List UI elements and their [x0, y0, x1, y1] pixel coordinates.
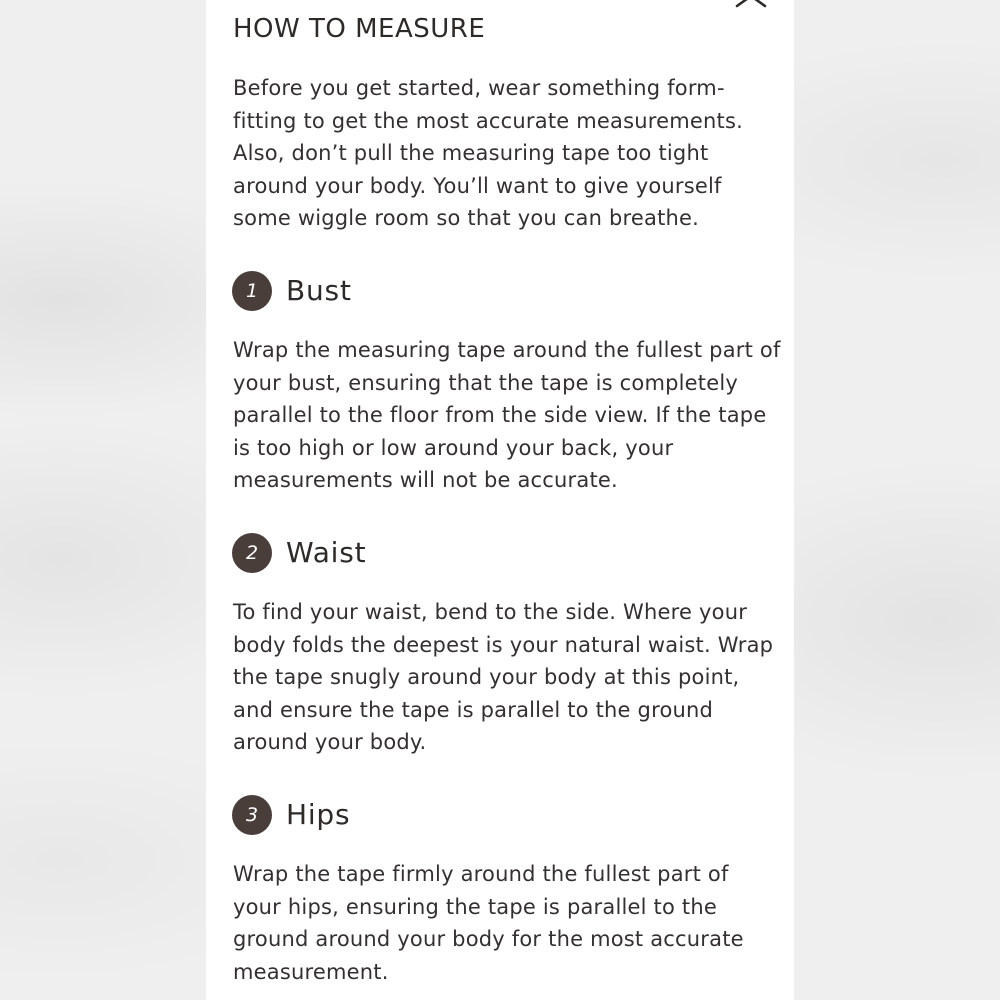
intro-text: Before you get started, wear something form-fitting to get the most accurate measurements. Also, don’t pull the measuring tape too tight around your body. You’ll want to give yourself some wiggle room so that you can breathe.	[233, 76, 743, 231]
how-to-measure-modal	[206, 0, 794, 1000]
step-hips-text: Wrap the tape firmly around the fullest part of your hips, ensuring the tape is parallel to the ground around your body for the most accurate measurement.	[233, 862, 744, 984]
step-title: Hips	[286, 798, 351, 831]
step-number-badge: 1	[232, 271, 272, 311]
step-waist-text: To find your waist, bend to the side. Where your body folds the deepest is your natural waist. Wrap the tape snugly around your body at this point, and ensure the tape is parallel to the ground around your body.	[233, 600, 774, 755]
step-bust-heading	[232, 271, 352, 311]
step-number-badge: 3	[232, 795, 272, 835]
step-bust-text: Wrap the measuring tape around the fullest part of your bust, ensuring that the tape is completely parallel to the floor from the side view. If the tape is too high or low around your back, your measurements will not be accurate.	[233, 338, 781, 493]
step-number-badge: 2	[232, 533, 272, 573]
step-title: Bust	[286, 274, 352, 307]
close-icon	[735, 0, 767, 8]
step-title: Waist	[286, 536, 367, 569]
modal-title: HOW TO MEASURE	[233, 14, 486, 44]
step-waist-heading	[232, 533, 366, 573]
close-button[interactable]	[735, 0, 767, 8]
step-hips-heading	[232, 795, 350, 835]
